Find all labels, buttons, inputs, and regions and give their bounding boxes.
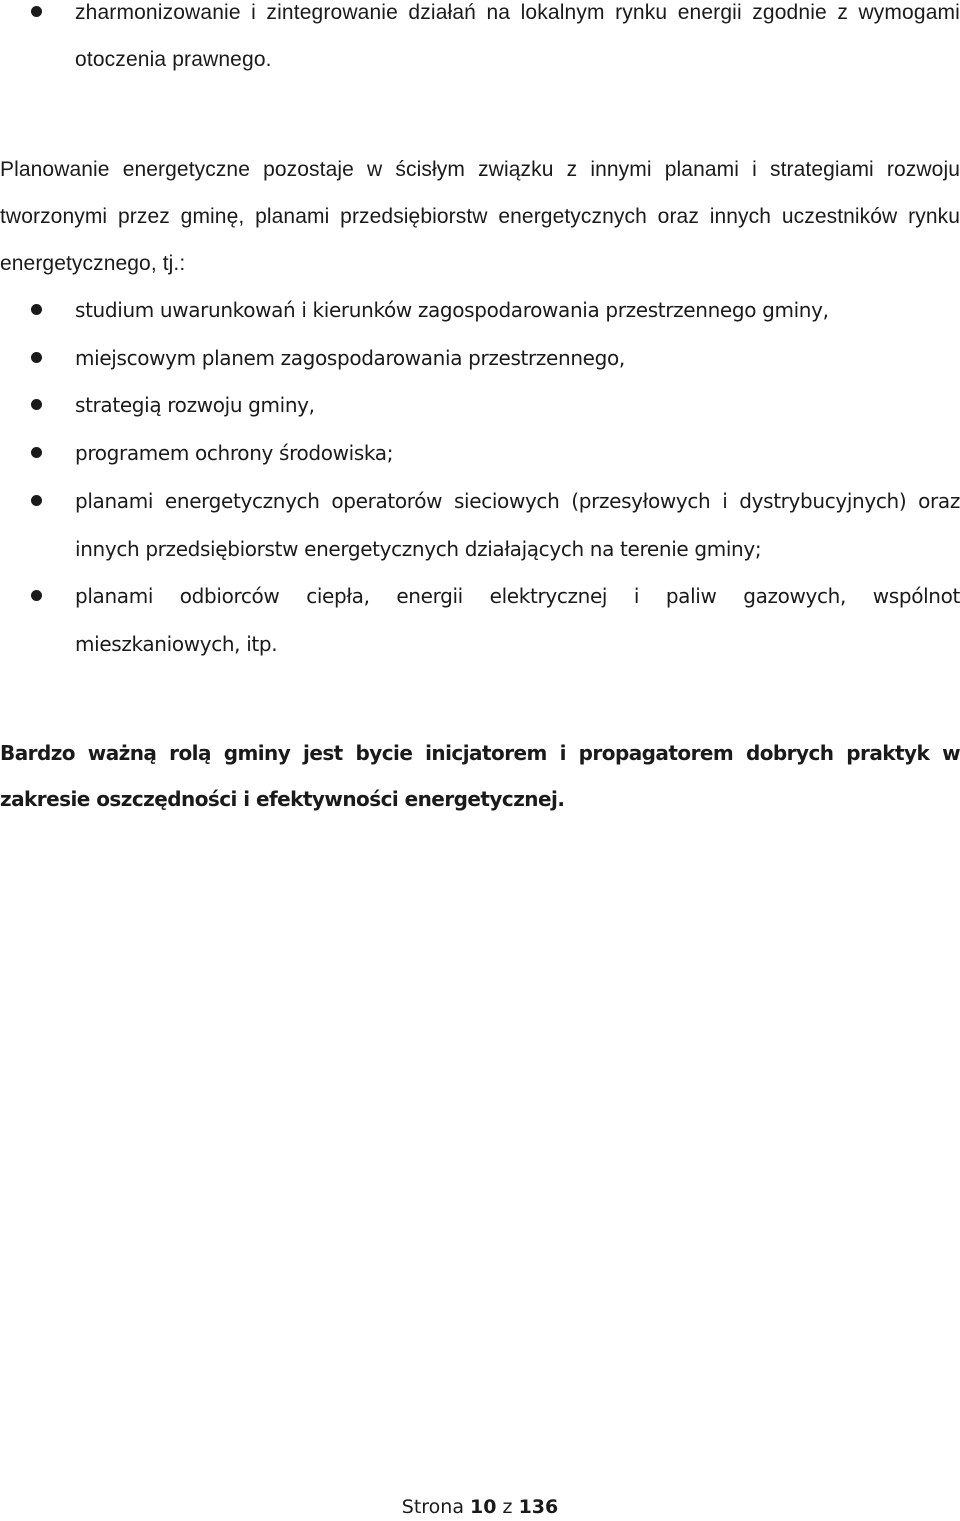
bullet-icon <box>31 352 42 363</box>
bullet-icon <box>31 495 42 506</box>
list-item <box>0 430 960 478</box>
list-item <box>0 0 960 83</box>
intro-paragraph: Planowanie energetyczne pozostaje w ścisłym związku z innymi planami i strategiami rozwoju tworzonymi przez gminę, planami przedsiębiorstw energetycznych oraz innych uczestników rynku energetycznego, tj.: <box>0 158 960 275</box>
list-item <box>0 287 960 335</box>
bullet-icon <box>31 399 42 410</box>
list-item-text: programem ochrony środowiska; <box>75 441 394 466</box>
bullet-icon <box>31 447 42 458</box>
footer-label: Strona <box>401 1496 464 1518</box>
list-item <box>0 382 960 430</box>
bullet-icon <box>31 304 42 315</box>
list-item <box>0 335 960 383</box>
top-bullet-list <box>0 0 960 83</box>
list-item-text: zharmonizowanie i zintegrowanie działań na lokalnym rynku energii zgodnie z wymogami otoczenia prawnego. <box>75 1 960 71</box>
plan-bullet-list <box>0 287 960 669</box>
list-item-text: planami energetycznych operatorów sieciowych (przesyłowych i dystrybucyjnych) oraz innych przedsiębiorstw energetycznych działających na terenie gminy; <box>75 488 960 561</box>
footer-separator: z <box>502 1496 513 1518</box>
current-page-number: 10 <box>470 1496 497 1518</box>
bullet-icon <box>31 6 42 17</box>
bullet-icon <box>31 590 42 601</box>
list-item-text: planami odbiorców ciepła, energii elektrycznej i paliw gazowych, wspólnot mieszkaniowych, itp. <box>75 584 960 656</box>
emphasis-paragraph: Bardzo ważną rolą gminy jest bycie inicjatorem i propagatorem dobrych praktyk w zakresie oszczędności i efektywności energetycznej. <box>0 741 960 811</box>
page-footer <box>0 1494 960 1520</box>
total-pages-number: 136 <box>518 1496 559 1518</box>
list-item-text: strategią rozwoju gminy, <box>75 393 315 418</box>
list-item <box>0 573 960 668</box>
list-item-text: miejscowym planem zagospodarowania przestrzennego, <box>75 345 625 370</box>
list-item-text: studium uwarunkowań i kierunków zagospodarowania przestrzennego gminy, <box>75 298 829 322</box>
list-item <box>0 478 960 573</box>
